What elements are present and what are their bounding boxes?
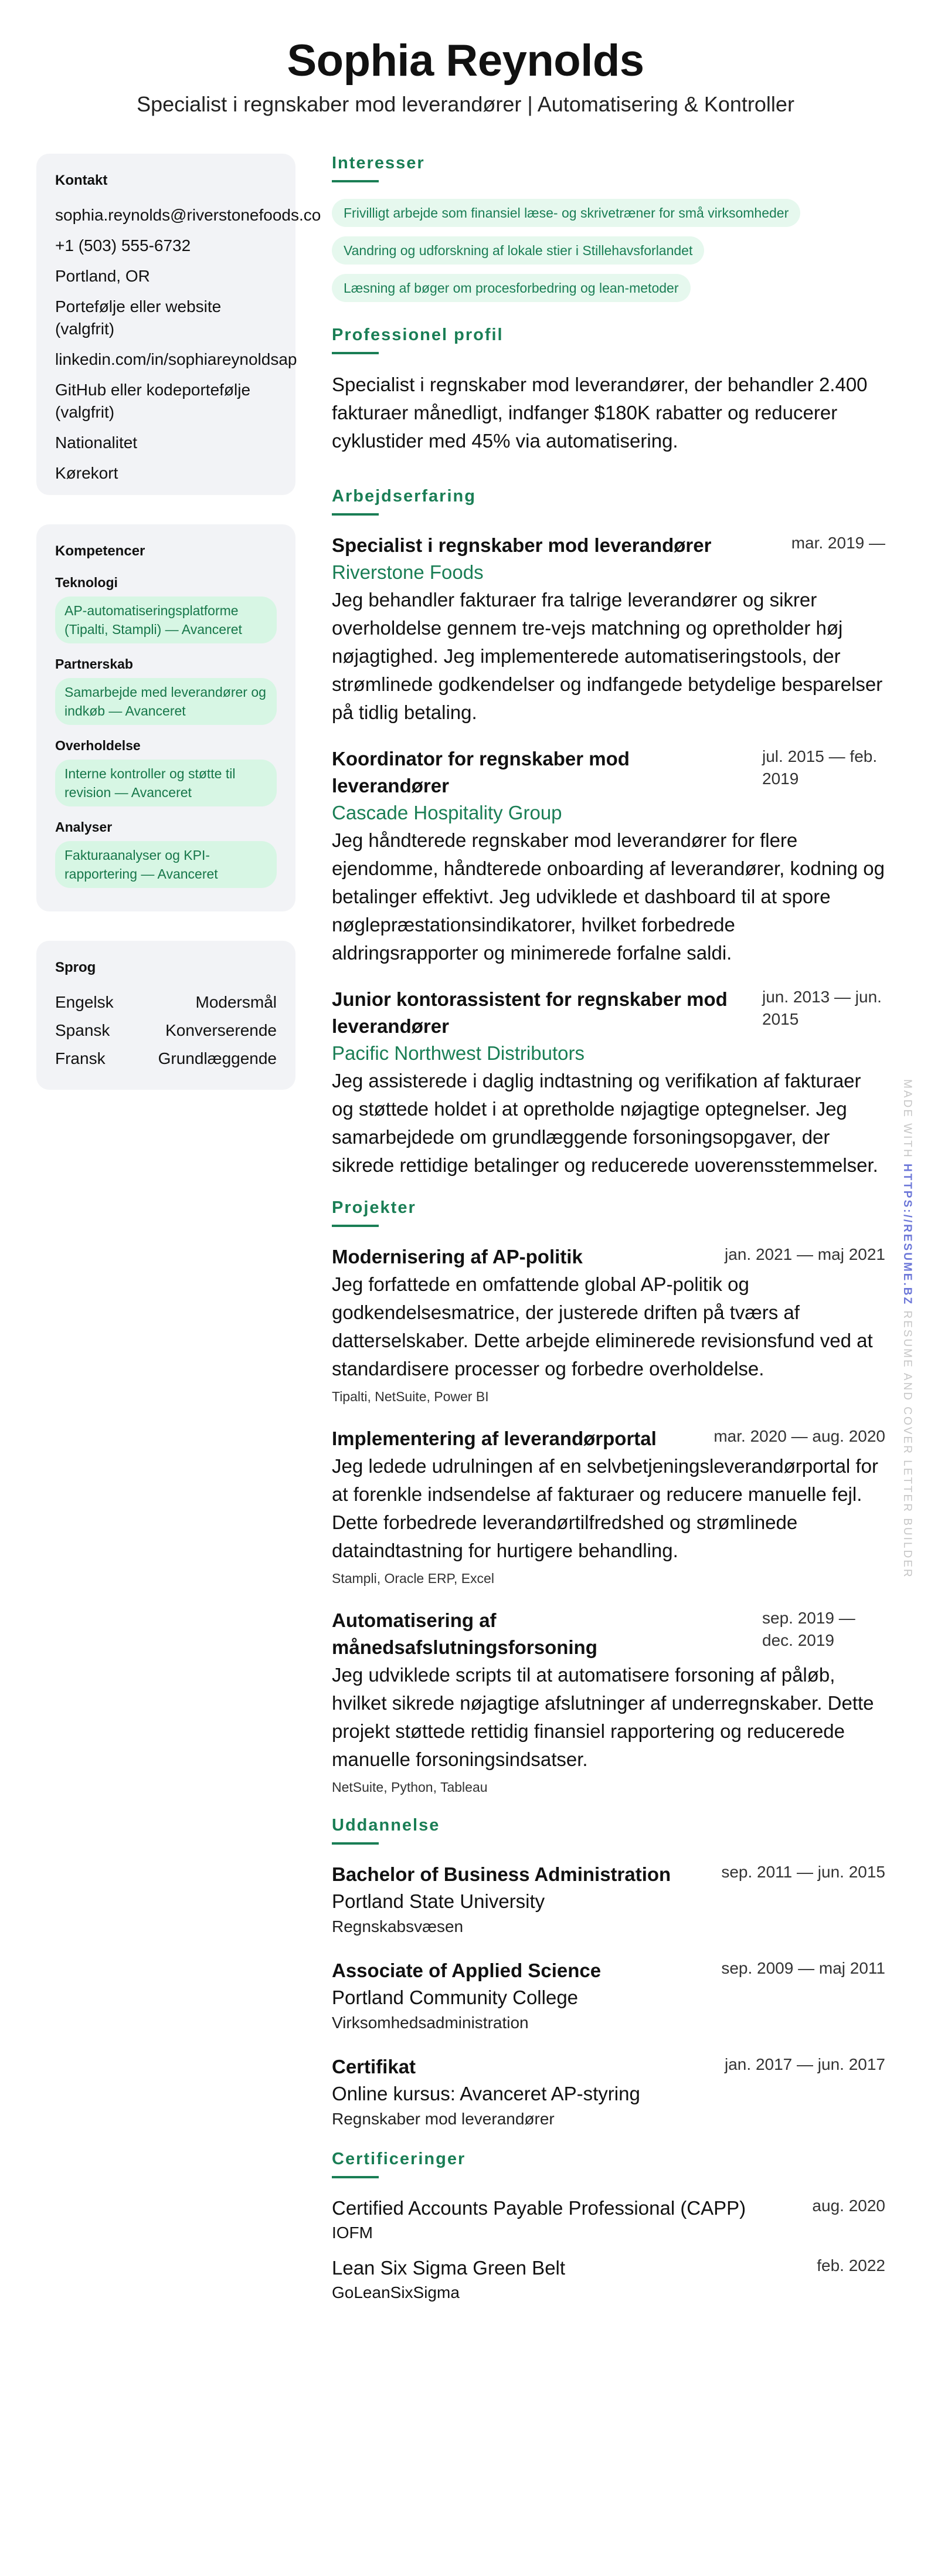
certifications-section xyxy=(332,2150,885,2304)
project-tools: Stampli, Oracle ERP, Excel xyxy=(332,1571,494,1586)
language-row xyxy=(55,1048,277,1070)
resume-header xyxy=(0,33,931,118)
education-entry xyxy=(332,1861,885,1938)
education-date: sep. 2011 — jun. 2015 xyxy=(721,1863,885,1881)
contact-portfolio[interactable]: Portefølje eller website (valgfrit) xyxy=(55,297,222,338)
study-field: Regnskabsvæsen xyxy=(332,1917,464,1936)
contact-linkedin[interactable]: linkedin.com/in/sophiareynoldsap xyxy=(55,350,297,368)
education-title: Uddannelse xyxy=(332,1816,440,1835)
competency-group xyxy=(55,656,277,725)
competency-pill: Interne kontroller og støtte til revision — Avanceret xyxy=(55,760,277,806)
watermark-suffix: RESUME AND COVER LETTER BUILDER xyxy=(901,1310,913,1579)
languages-title: Sprog xyxy=(55,960,96,975)
language-level: Konverserende xyxy=(165,1021,277,1039)
interests-title: Interesser xyxy=(332,154,425,172)
profile-section xyxy=(332,326,885,455)
interest-tag xyxy=(332,199,885,236)
competencies-title: Kompetencer xyxy=(55,543,145,559)
certification-name: Certified Accounts Payable Professional (CAPP) xyxy=(332,2197,746,2219)
job-title: Specialist i regnskaber mod leverandører xyxy=(332,534,712,556)
school-name: Portland Community College xyxy=(332,1987,579,2008)
competency-group xyxy=(55,575,277,643)
education-entry xyxy=(332,1957,885,2035)
certification-name: Lean Six Sigma Green Belt xyxy=(332,2257,566,2279)
certification-entry xyxy=(332,2195,885,2244)
contact-phone[interactable]: +1 (503) 555-6732 xyxy=(55,236,191,255)
language-row xyxy=(55,991,277,1014)
study-field: Virksomhedsadministration xyxy=(332,2014,529,2032)
certification-issuer: GoLeanSixSigma xyxy=(332,2283,460,2302)
project-entry xyxy=(332,1607,885,1797)
interests-section xyxy=(332,154,885,311)
certification-issuer: IOFM xyxy=(332,2224,373,2242)
candidate-headline: Specialist i regnskaber mod leverandører | Automatisering & Kontroller xyxy=(137,92,794,116)
job-title: Koordinator for regnskaber mod leverandører xyxy=(332,748,630,796)
competency-pill: Samarbejde med leverandører og indkøb — Avanceret xyxy=(55,678,277,725)
degree-title: Associate of Applied Science xyxy=(332,1960,602,1981)
section-divider xyxy=(332,1842,379,1845)
interest-tag xyxy=(332,274,885,311)
competency-label: Partnerskab xyxy=(55,656,133,672)
education-date: jan. 2017 — jun. 2017 xyxy=(725,2055,885,2073)
competency-label: Overholdelse xyxy=(55,738,141,753)
contact-card xyxy=(36,154,321,495)
experience-entry xyxy=(332,986,885,1179)
interest-text: Vandring og udforskning af lokale stier i Stillehavsforlandet xyxy=(332,236,704,265)
job-employer: Cascade Hospitality Group xyxy=(332,802,562,823)
main-column xyxy=(332,154,885,2323)
section-divider xyxy=(332,352,379,354)
degree-title: Bachelor of Business Administration xyxy=(332,1863,671,1885)
projects-section xyxy=(332,1198,885,1797)
profile-title: Professionel profil xyxy=(332,326,504,344)
section-divider xyxy=(332,2176,379,2178)
contact-license: Kørekort xyxy=(55,464,118,482)
competency-pill: Fakturaanalyser og KPI-rapportering — Avanceret xyxy=(55,841,277,888)
certification-entry xyxy=(332,2255,885,2304)
competency-group xyxy=(55,738,277,806)
job-description: Jeg håndterede regnskaber mod leverandører for flere ejendomme, håndterede onboarding af leverandører, kodning og betalinger effektivt. Jeg udviklede et dashboard til at spore nøglepræstationsindikatorer, hvilket forbedrede aldringsrapporter og minimerede forfalne saldi. xyxy=(332,829,885,964)
job-employer: Riverstone Foods xyxy=(332,561,484,583)
project-title: Modernisering af AP-politik xyxy=(332,1246,583,1267)
education-entry xyxy=(332,2053,885,2131)
interest-text: Frivilligt arbejde som finansiel læse- og skrivetræner for små virksomheder xyxy=(332,199,800,227)
job-description: Jeg assisterede i daglig indtastning og verifikation af fakturaer og støttede holdet i at opretholde nøjagtige optegnelser. Jeg samarbejdede om grundlæggende forsoningsopgaver, der sikrede rettidige betalinger og reducerede uoverensstemmelser. xyxy=(332,1070,878,1176)
interest-text: Læsning af bøger om procesforbedring og lean-metoder xyxy=(332,274,691,302)
profile-summary: Specialist i regnskaber mod leverandører, der behandler 2.400 fakturaer månedligt, indfanger $180K rabatter og reducerer cyklustider med 45% via automatisering. xyxy=(332,374,868,452)
education-date: sep. 2009 — maj 2011 xyxy=(721,1959,885,1977)
competency-pill: AP-automatiseringsplatforme (Tipalti, Stampli) — Avanceret xyxy=(55,596,277,643)
language-name: Fransk xyxy=(55,1049,106,1067)
study-field: Regnskaber mod leverandører xyxy=(332,2110,555,2128)
interest-tag xyxy=(332,236,885,274)
job-date: mar. 2019 — xyxy=(791,534,885,552)
language-level: Grundlæggende xyxy=(158,1049,277,1067)
language-row xyxy=(55,1019,277,1042)
job-date: jun. 2013 — jun. 2015 xyxy=(762,988,882,1028)
project-entry xyxy=(332,1243,885,1406)
contact-nationality: Nationalitet xyxy=(55,433,138,452)
languages-card xyxy=(36,941,295,1090)
education-section xyxy=(332,1816,885,2131)
sidebar xyxy=(36,154,321,1119)
job-description: Jeg behandler fakturaer fra talrige leverandører og sikrer overholdelse gennem tre-vejs matchning og opretholder høj nøjagtighed. Jeg implementerede automatiseringstools, der strømlinede godkendelser og indfangede betydelige besparelser på tidlig betaling. xyxy=(332,589,883,723)
competencies-card xyxy=(36,524,295,911)
experience-entry xyxy=(332,745,885,967)
experience-entry xyxy=(332,532,885,727)
project-tools: Tipalti, NetSuite, Power BI xyxy=(332,1389,489,1404)
builder-watermark xyxy=(901,1079,913,1579)
contact-email[interactable]: sophia.reynolds@riverstonefoods.co xyxy=(55,206,321,224)
project-entry xyxy=(332,1425,885,1588)
degree-title: Certifikat xyxy=(332,2056,416,2077)
job-title: Junior kontorassistent for regnskaber mod leverandører xyxy=(332,988,728,1037)
competency-label: Teknologi xyxy=(55,575,118,590)
watermark-link[interactable]: HTTPS://RESUME.BZ xyxy=(901,1164,913,1306)
experience-section xyxy=(332,487,885,1179)
competency-label: Analyser xyxy=(55,819,113,835)
certification-date: feb. 2022 xyxy=(817,2256,885,2275)
school-name: Online kursus: Avanceret AP-styring xyxy=(332,2083,640,2104)
project-date: mar. 2020 — aug. 2020 xyxy=(713,1427,885,1445)
project-title: Implementering af leverandørportal xyxy=(332,1428,657,1449)
contact-title: Kontakt xyxy=(55,172,108,188)
project-date: jan. 2021 — maj 2021 xyxy=(725,1245,885,1263)
certifications-title: Certificeringer xyxy=(332,2150,466,2168)
competency-group xyxy=(55,819,277,888)
project-description: Jeg forfattede en omfattende global AP-politik og godkendelsesmatrice, der justerede driften på tværs af datterselskaber. Dette arbejde eliminerede revisionsfund ved at standardisere processer og forbedre overholdelse. xyxy=(332,1273,873,1379)
job-employer: Pacific Northwest Distributors xyxy=(332,1042,585,1064)
project-description: Jeg udviklede scripts til at automatisere forsoning af påløb, hvilket sikrede nøjagtige afslutninger af underregnskaber. Dette projekt støttede rettidig finansiel rapportering og reducerede manuelle forsoningsindsatser. xyxy=(332,1664,874,1770)
project-tools: NetSuite, Python, Tableau xyxy=(332,1780,488,1795)
contact-github[interactable]: GitHub eller kodeportefølje (valgfrit) xyxy=(55,381,251,421)
job-date: jul. 2015 — feb. 2019 xyxy=(762,747,878,788)
school-name: Portland State University xyxy=(332,1890,545,1912)
language-name: Spansk xyxy=(55,1021,110,1039)
language-level: Modersmål xyxy=(195,993,277,1011)
section-divider xyxy=(332,1225,379,1227)
section-divider xyxy=(332,513,379,516)
projects-title: Projekter xyxy=(332,1198,416,1217)
section-divider xyxy=(332,180,379,182)
certification-date: aug. 2020 xyxy=(812,2197,885,2215)
experience-title: Arbejdserfaring xyxy=(332,487,476,506)
project-description: Jeg ledede udrulningen af en selvbetjeningsleverandørportal for at forenkle indsendelse af fakturaer og reducere manuelle fejl. Dette forbedrede leverandørtilfredshed og strømlinede dataindtastning for hurtigere behandling. xyxy=(332,1455,878,1561)
watermark-prefix: MADE WITH xyxy=(901,1079,913,1159)
contact-location: Portland, OR xyxy=(55,267,150,285)
project-date: sep. 2019 — dec. 2019 xyxy=(762,1609,855,1649)
candidate-name: Sophia Reynolds xyxy=(287,36,644,86)
project-title: Automatisering af månedsafslutningsforsoning xyxy=(332,1609,597,1658)
language-name: Engelsk xyxy=(55,993,114,1011)
